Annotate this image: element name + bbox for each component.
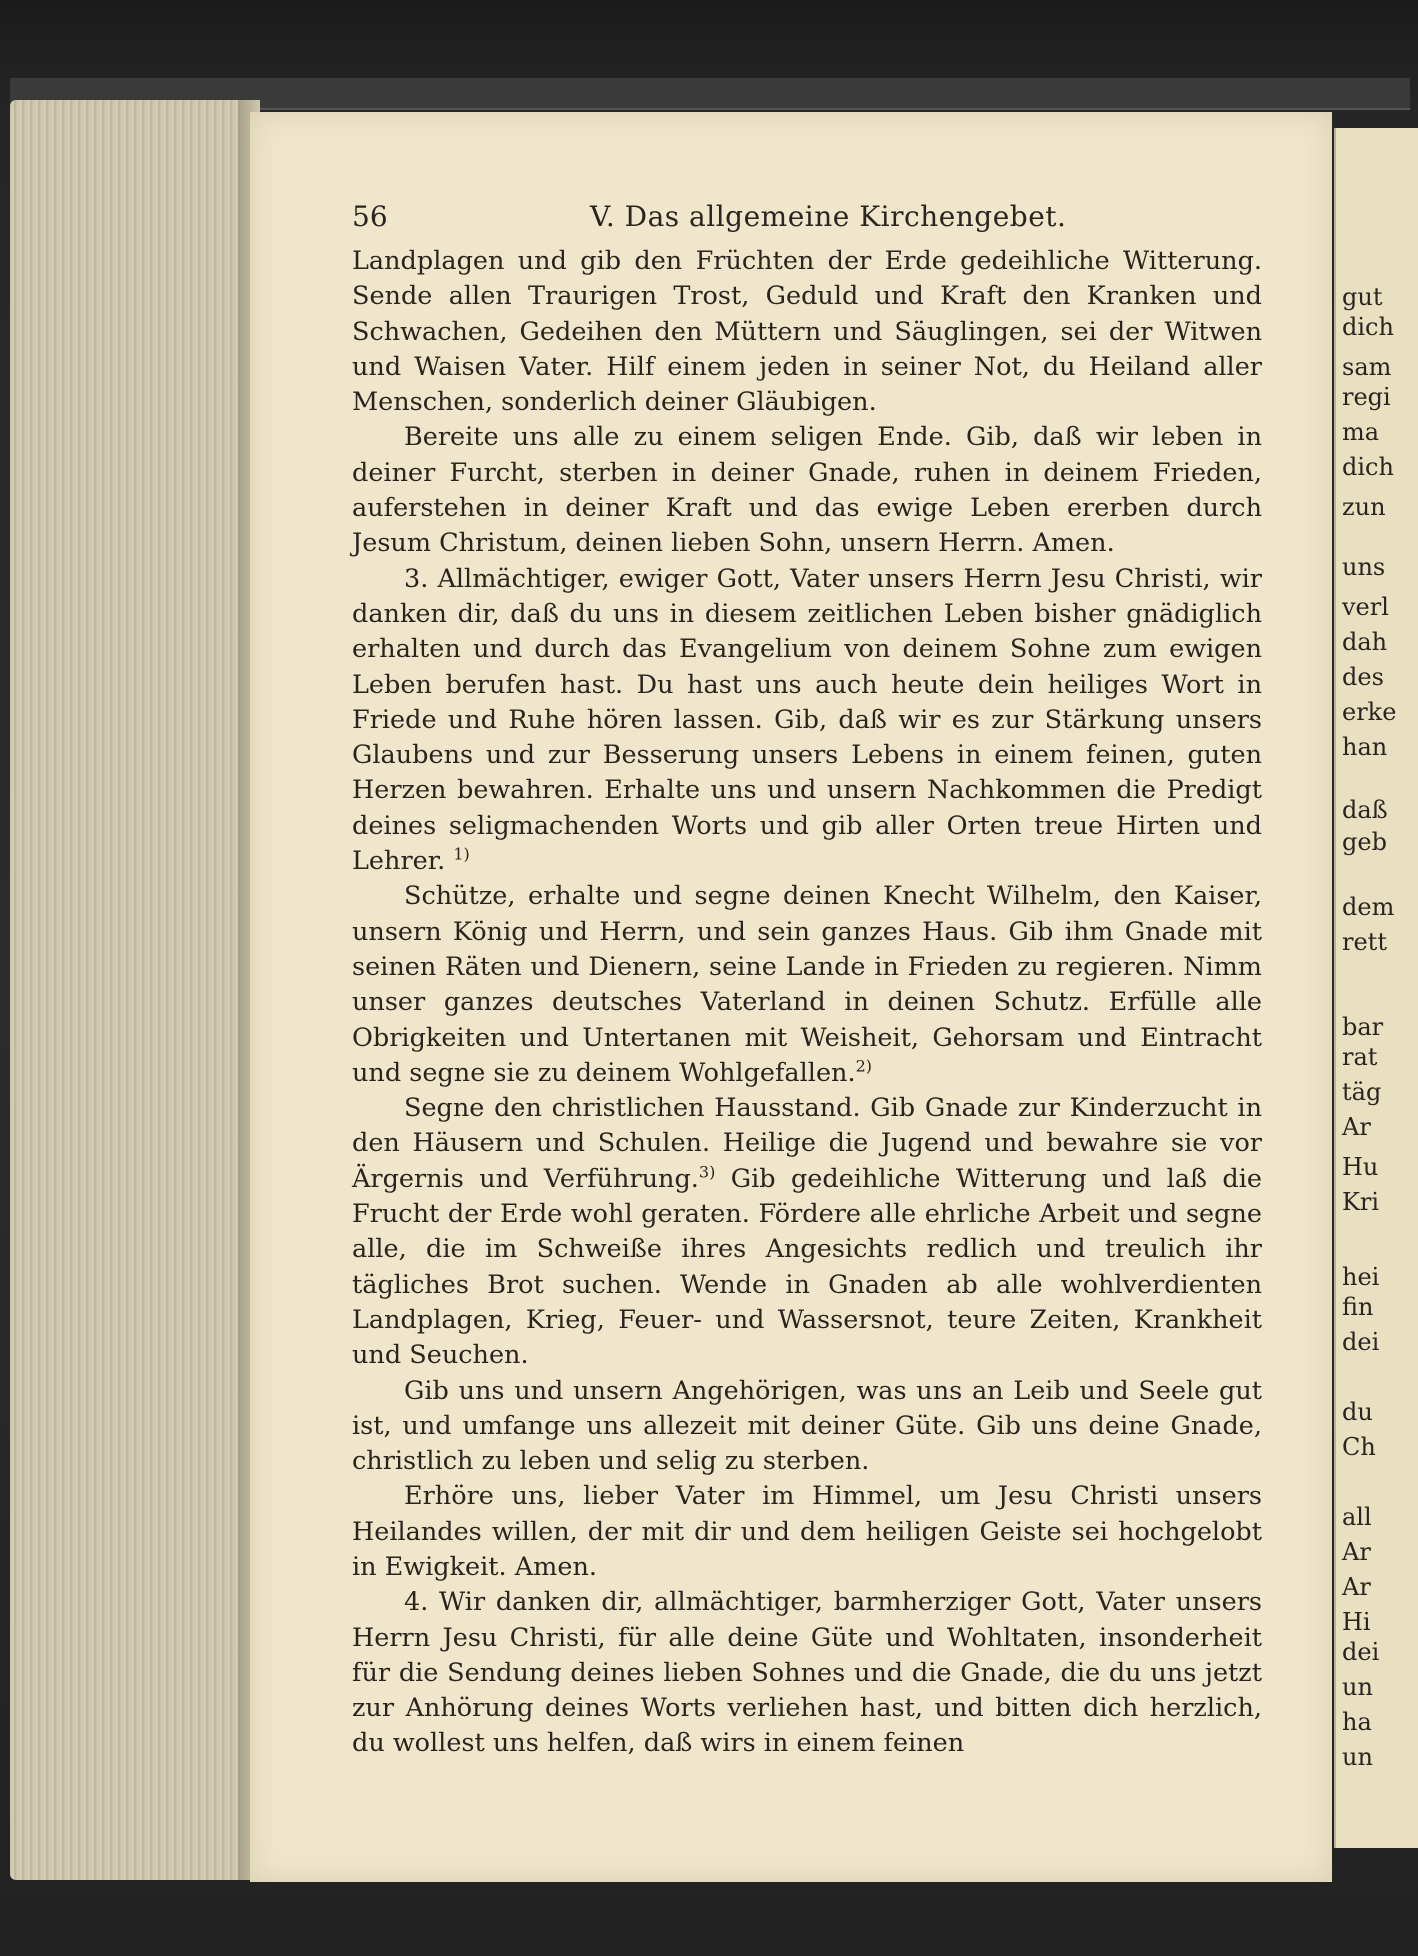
facing-page-word: Hu <box>1342 1153 1379 1181</box>
facing-page-word: geb <box>1342 828 1387 856</box>
facing-page-word: du <box>1342 1398 1373 1426</box>
page-number: 56 <box>352 200 388 233</box>
paragraph: 4. Wir danken dir, allmächtiger, barmherziger Gott, Vater unsers Herrn Jesu Christi, für alle deine Güte und Wohltaten, insonderheit für die Sendung deines lieben Sohnes und die Gnade, die du uns jetzt zur Anhörung deines Worts verliehen hast, und bitten dich herzlich, du wollest uns helfen, daß wirs in einem feinen <box>352 1587 1262 1759</box>
facing-page-word: regi <box>1342 383 1391 411</box>
footnote-marker: 3) <box>698 1162 716 1182</box>
facing-page-word: zun <box>1342 493 1386 521</box>
facing-page-fragment <box>1334 128 1418 1848</box>
paragraph: Schütze, erhalte und segne deinen Knecht Wilhelm, den Kaiser, unsern König und Herrn, und sein ganzes Haus. Gib ihm Gnade mit seinen Räten und Dienern, seine Lande in Frieden zu regieren. Nimm unser ganzes deutsches Vaterland in deinen Schutz. Erfülle alle Obrigkeiten und Untertanen mit Weisheit, Gehorsam und Eintracht und segne sie zu deinem Wohlgefallen.$^{2)}$ <box>352 881 1262 1088</box>
facing-page-word: bar <box>1342 1013 1384 1041</box>
facing-page-word: un <box>1342 1743 1373 1771</box>
facing-page-word: daß <box>1342 796 1388 824</box>
facing-page-word: sam <box>1342 353 1392 381</box>
body-text <box>352 244 1262 1762</box>
facing-page-word: Ar <box>1342 1573 1371 1601</box>
facing-page-word: dei <box>1342 1328 1380 1356</box>
facing-page-word: erke <box>1342 698 1397 726</box>
paragraph: Gib uns und unsern Angehörigen, was uns an Leib und Seele gut ist, und umfange uns allezeit mit deiner Güte. Gib uns deine Gnade, christlich zu leben und selig zu sterben. <box>352 1375 1262 1477</box>
facing-page-word: hei <box>1342 1263 1380 1291</box>
facing-page-word: verl <box>1342 593 1389 621</box>
facing-page-word: uns <box>1342 553 1386 581</box>
paragraph: Landplagen und gib den Früchten der Erde gedeihliche Witterung. Sende allen Traurigen Trost, Geduld und Kraft den Kranken und Schwachen, Gedeihen den Müttern und Säuglingen, sei der Witwen und Waisen Vater. Hilf einem jeden in seiner Not, du Heiland aller Menschen, sonderlich deiner Gläubigen. <box>352 246 1262 418</box>
paragraph: Erhöre uns, lieber Vater im Himmel, um Jesu Christi unsers Heilandes willen, der mit dir und dem heiligen Geiste sei hochgelobt in Ewigkeit. Amen. <box>352 1481 1262 1582</box>
facing-page-word: rett <box>1342 928 1387 956</box>
paragraph: 3. Allmächtiger, ewiger Gott, Vater unsers Herrn Jesu Christi, wir danken dir, daß du uns in diesem zeitlichen Leben bisher gnädiglich erhalten und durch das Evangelium von deinem Sohne zum ewigen Leben berufen hast. Du hast uns auch heute dein heiliges Wort in Friede und Ruhe hören lassen. Gib, daß wir es zur Stärkung unsers Glaubens und zur Besserung unsers Lebens in einem feinen, guten Herzen bewahren. Erhalte uns und unsern Nachkommen die Predigt deines seligmachenden Worts und gib aller Orten treue Hirten und Lehrer. $^{1)}$ <box>352 563 1262 877</box>
paragraph: Bereite uns alle zu einem seligen Ende. Gib, daß wir leben in deiner Furcht, sterben in deiner Gnade, ruhen in deinem Frieden, auferstehen in deiner Kraft und das ewige Leben ererben durch Jesum Christum, deinen lieben Sohn, unsern Herrn. Amen. <box>352 422 1262 559</box>
facing-page-word: dich <box>1342 313 1394 341</box>
facing-page-word: täg <box>1342 1078 1382 1106</box>
facing-page-word: dah <box>1342 628 1388 656</box>
facing-page-word: dei <box>1342 1638 1380 1666</box>
facing-page-word: Ar <box>1342 1113 1371 1141</box>
facing-page-word: Ar <box>1342 1538 1371 1566</box>
footnote-marker: 2) <box>855 1056 872 1076</box>
footnote-marker: 1) <box>453 844 470 864</box>
facing-page-word: dem <box>1342 893 1395 921</box>
page-edge-stack <box>10 100 250 1880</box>
facing-page-word: fin <box>1342 1293 1374 1321</box>
facing-page-word: gut <box>1342 283 1383 311</box>
facing-page-word: dich <box>1342 453 1394 481</box>
facing-page-word: ma <box>1342 418 1380 446</box>
book-page <box>250 112 1332 1882</box>
facing-page-word: ha <box>1342 1708 1372 1736</box>
facing-page-word: un <box>1342 1673 1373 1701</box>
facing-page-word: rat <box>1342 1043 1378 1071</box>
facing-page-word: des <box>1342 663 1384 691</box>
facing-page-word: Ch <box>1342 1433 1376 1461</box>
running-head: V. Das allgemeine Kirchengebet. <box>590 200 1067 233</box>
facing-page-word: all <box>1342 1503 1372 1531</box>
facing-page-word: Kri <box>1342 1188 1380 1216</box>
facing-page-word: Hi <box>1342 1608 1371 1636</box>
facing-page-word: han <box>1342 733 1388 761</box>
paragraph: Segne den christlichen Hausstand. Gib Gnade zur Kinderzucht in den Häusern und Schulen. Heilige die Jugend und bewahre sie vor Ärgernis und Verführung.$^{3)}$ Gib gedeihliche Witterung und laß die Frucht der Erde wohl geraten. Fördere alle ehrliche Arbeit und segne alle, die im Schweiße ihres Angesichts redlich und treulich ihr tägliches Brot suchen. Wende in Gnaden ab alle wohlverdienten Landplagen, Krieg, Feuer- und Wassersnot, teure Zeiten, Krankheit und Seuchen. <box>352 1093 1263 1371</box>
